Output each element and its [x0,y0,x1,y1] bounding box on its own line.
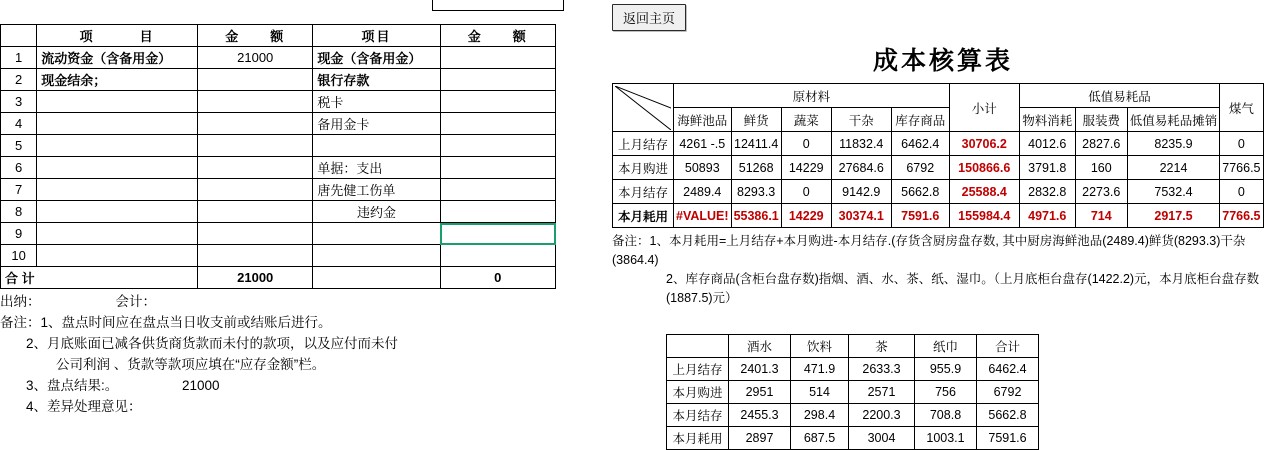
row-amount2[interactable] [440,157,555,179]
row-item2[interactable]: 单据：支出 [313,157,440,179]
row-item[interactable]: 流动资金（含备用金） [37,47,198,69]
sub-header-material-consumption: 物料消耗 [1019,108,1075,132]
table-row[interactable] [667,427,1039,450]
row-item2[interactable]: 现金（含备用金） [313,47,440,69]
total-spacer [313,267,440,289]
cost-accounting-panel [606,0,1280,450]
header-tea: 茶 [849,335,915,358]
row-index: 8 [1,201,37,223]
row-index: 5 [1,135,37,157]
row-label: 上月结存 [667,358,729,381]
cell[interactable]: 6462.4 [891,132,949,156]
cell[interactable]: 955.9 [915,358,977,381]
cell[interactable]: 1003.1 [915,427,977,450]
cell[interactable]: 5662.8 [891,180,949,204]
cell[interactable]: 11832.4 [831,132,891,156]
beverage-summary-table [666,334,1039,450]
cell[interactable]: 708.8 [915,404,977,427]
cell[interactable]: 2489.4 [674,180,732,204]
sub-header-seafood: 海鲜池品 [674,108,732,132]
cell[interactable]: 7591.6 [977,427,1039,450]
table-row[interactable] [1,245,556,267]
cell[interactable]: 160 [1075,156,1127,180]
cell[interactable]: 0 [1220,180,1263,204]
cell[interactable]: 30374.1 [831,204,891,228]
row-amount[interactable] [198,179,313,201]
row-item2[interactable]: 违约金 [313,201,440,223]
row-label: 本月结存 [613,180,674,204]
row-label: 本月耗用 [667,427,729,450]
note-line-2: 2、库存商品(含柜台盘存数)指烟、酒、水、茶、纸、湿巾。（上月底柜台盘存(1422.2)元，本月底柜台盘存数(1887.5)元） [666,272,1260,305]
selected-cell[interactable] [440,223,555,245]
cell[interactable]: 2633.3 [849,358,915,381]
cell[interactable]: 2455.3 [729,404,791,427]
table-row[interactable] [613,204,1264,228]
cell[interactable]: 6792 [891,156,949,180]
row-item[interactable] [37,223,198,245]
row-item[interactable] [37,201,198,223]
row-index: 3 [1,91,37,113]
row-label: 本月耗用 [613,204,674,228]
cost-accounting-table [612,83,1264,228]
cell[interactable]: #VALUE! [674,204,732,228]
table-row[interactable] [613,132,1264,156]
group-header-gas: 煤气 [1220,84,1263,132]
notes-line-1 [0,312,556,333]
cost-table-notes [606,228,1280,308]
row-item2[interactable] [313,245,440,267]
cell-subtotal[interactable]: 150866.6 [949,156,1019,180]
row-item2[interactable] [313,135,440,157]
signature-line: 出纳： 会计： [0,294,157,309]
table-row[interactable] [1,91,556,113]
cell[interactable]: 2273.6 [1075,180,1127,204]
row-amount[interactable] [198,113,313,135]
page-title: 成本核算表 [872,48,1013,75]
cell[interactable]: 714 [1075,204,1127,228]
row-amount[interactable] [198,201,313,223]
row-amount2[interactable] [440,47,555,69]
row-item[interactable] [37,245,198,267]
row-amount[interactable]: 21000 [198,47,313,69]
cell[interactable]: 2214 [1127,156,1220,180]
note-1: 1、盘点时间应在盘点当日收支前或结账后进行。 [40,315,332,330]
table-row[interactable] [1,201,556,223]
row-amount2[interactable] [440,91,555,113]
row-amount[interactable] [198,69,313,91]
table-row[interactable] [667,381,1039,404]
row-label: 本月结存 [667,404,729,427]
cell[interactable]: 0 [781,180,831,204]
table-row[interactable] [1,135,556,157]
row-amount2[interactable] [440,113,555,135]
cell[interactable]: 2200.3 [849,404,915,427]
row-amount2[interactable] [440,135,555,157]
cell-subtotal[interactable]: 30706.2 [949,132,1019,156]
header-blank [667,335,729,358]
sub-header-inventory: 库存商品 [891,108,949,132]
cell[interactable]: 4971.6 [1019,204,1075,228]
row-amount2[interactable] [440,69,555,91]
total-row [1,267,556,289]
cell[interactable]: 55386.1 [731,204,781,228]
cell[interactable]: 6462.4 [977,358,1039,381]
row-index: 1 [1,47,37,69]
row-amount2[interactable] [440,201,555,223]
row-item2[interactable]: 税卡 [313,91,440,113]
row-amount[interactable] [198,91,313,113]
cell[interactable]: 471.9 [791,358,849,381]
header-item-2: 项目 [313,25,440,47]
notes-label: 备注： [0,315,41,330]
cell[interactable]: 5662.8 [977,404,1039,427]
sub-header-clothing-fee: 服装费 [1075,108,1127,132]
row-amount[interactable] [198,157,313,179]
cell-subtotal[interactable]: 25588.4 [949,180,1019,204]
cell[interactable]: 12411.4 [731,132,781,156]
group-header-row [613,84,1264,108]
row-index: 2 [1,69,37,91]
group-header-low-value-consumable: 低值易耗品 [1019,84,1220,108]
sub-header-vegetable: 蔬菜 [781,108,831,132]
cell[interactable]: 4012.6 [1019,132,1075,156]
table-row[interactable] [667,358,1039,381]
cell[interactable]: 8293.3 [731,180,781,204]
cell[interactable]: 3791.8 [1019,156,1075,180]
cell[interactable]: 687.5 [791,427,849,450]
cell[interactable]: 7766.5 [1220,156,1263,180]
row-item[interactable] [37,135,198,157]
row-item[interactable] [37,113,198,135]
header-total: 合计 [977,335,1039,358]
header-amount-1: 金 额 [198,25,313,47]
table-row[interactable] [667,404,1039,427]
cell[interactable]: 6792 [977,381,1039,404]
cell[interactable]: 14229 [781,204,831,228]
note-5: 4、差异处理意见： [26,399,142,414]
row-item2[interactable]: 备用金卡 [313,113,440,135]
header-drinks: 饮料 [791,335,849,358]
cell[interactable]: 50893 [674,156,732,180]
table-row[interactable] [1,69,556,91]
cell[interactable]: 514 [791,381,849,404]
table-row[interactable] [1,179,556,201]
total-amount2: 0 [440,267,555,289]
row-index: 10 [1,245,37,267]
row-index: 7 [1,179,37,201]
cell[interactable]: 2917.5 [1127,204,1220,228]
row-label: 本月购进 [613,156,674,180]
note-3: 公司利润 、货款等款项应填在“应存金额”栏。 [56,357,326,372]
total-label: 合 计 [1,267,198,289]
cash-count-table [0,24,556,289]
cell[interactable]: 9142.9 [831,180,891,204]
table-row[interactable] [613,180,1264,204]
group-header-raw-material: 原材料 [674,84,950,108]
row-amount[interactable] [198,245,313,267]
cell[interactable]: 8235.9 [1127,132,1220,156]
table-row[interactable] [1,113,556,135]
row-amount2[interactable] [440,179,555,201]
cell[interactable]: 756 [915,381,977,404]
corner-slash-cell [613,84,674,132]
cell[interactable]: 0 [781,132,831,156]
row-item[interactable] [37,91,198,113]
header-amount-2: 金 额 [440,25,555,47]
table-row[interactable] [613,156,1264,180]
table-row[interactable] [1,223,556,245]
row-item[interactable] [37,179,198,201]
cell[interactable]: 14229 [781,156,831,180]
row-index: 9 [1,223,37,245]
row-item[interactable] [37,157,198,179]
row-label: 本月购进 [667,381,729,404]
row-amount2[interactable] [440,245,555,267]
row-item2[interactable] [313,223,440,245]
sub-header-dry-goods: 干杂 [831,108,891,132]
cell[interactable]: 2401.3 [729,358,791,381]
cell[interactable]: 27684.6 [831,156,891,180]
cell[interactable]: 2827.6 [1075,132,1127,156]
note-2: 2、月底账面已减各供货商货款而未付的款项，以及应付而未付 [26,336,399,351]
back-button-wrap [606,0,1280,31]
cell[interactable]: 4261 -.5 [674,132,732,156]
sub-header-fresh: 鲜货 [731,108,781,132]
table-header-row [667,335,1039,358]
row-amount[interactable] [198,223,313,245]
cell[interactable]: 2951 [729,381,791,404]
sheet-footer [0,291,556,417]
sub-header-amortization: 低值易耗品摊销 [1127,108,1220,132]
table-header-row [1,25,556,47]
cell[interactable]: 7532.4 [1127,180,1220,204]
row-label: 上月结存 [613,132,674,156]
cell[interactable]: 3004 [849,427,915,450]
cell-subtotal[interactable]: 155984.4 [949,204,1019,228]
total-amount: 21000 [198,267,313,289]
cash-count-sheet [0,24,556,417]
header-item-1: 项 目 [37,25,198,47]
sub-header-row [613,108,1264,132]
note-line-1: 备注：1、本月耗用=上月结存+本月购进-本月结存.(存货含厨房盘存数, 其中厨房海鲜池品(2489.4)鲜货(8293.3)干杂(3864.4) [612,234,1246,267]
header-tissue: 纸巾 [915,335,977,358]
table-row[interactable] [1,47,556,69]
top-edge-box [432,0,564,11]
row-item[interactable]: 现金结余； [37,69,198,91]
cell[interactable]: 298.4 [791,404,849,427]
row-amount[interactable] [198,135,313,157]
table-row[interactable] [1,157,556,179]
header-liquor: 酒水 [729,335,791,358]
header-index [1,25,37,47]
subtotal-header: 小计 [949,84,1019,132]
cell[interactable]: 2832.8 [1019,180,1075,204]
diagonal-slash-icon [615,86,671,130]
cell[interactable]: 51268 [731,156,781,180]
note-4: 3、盘点结果:。 21000 [26,378,220,393]
cell[interactable]: 7591.6 [891,204,949,228]
cell[interactable]: 2571 [849,381,915,404]
cell[interactable]: 7766.5 [1220,204,1263,228]
row-index: 6 [1,157,37,179]
cell[interactable]: 0 [1220,132,1263,156]
row-index: 4 [1,113,37,135]
row-item2[interactable]: 银行存款 [313,69,440,91]
back-to-home-button[interactable]: 返回主页 [612,4,686,31]
cell[interactable]: 2897 [729,427,791,450]
row-item2[interactable]: 唐先健工伤单 [313,179,440,201]
